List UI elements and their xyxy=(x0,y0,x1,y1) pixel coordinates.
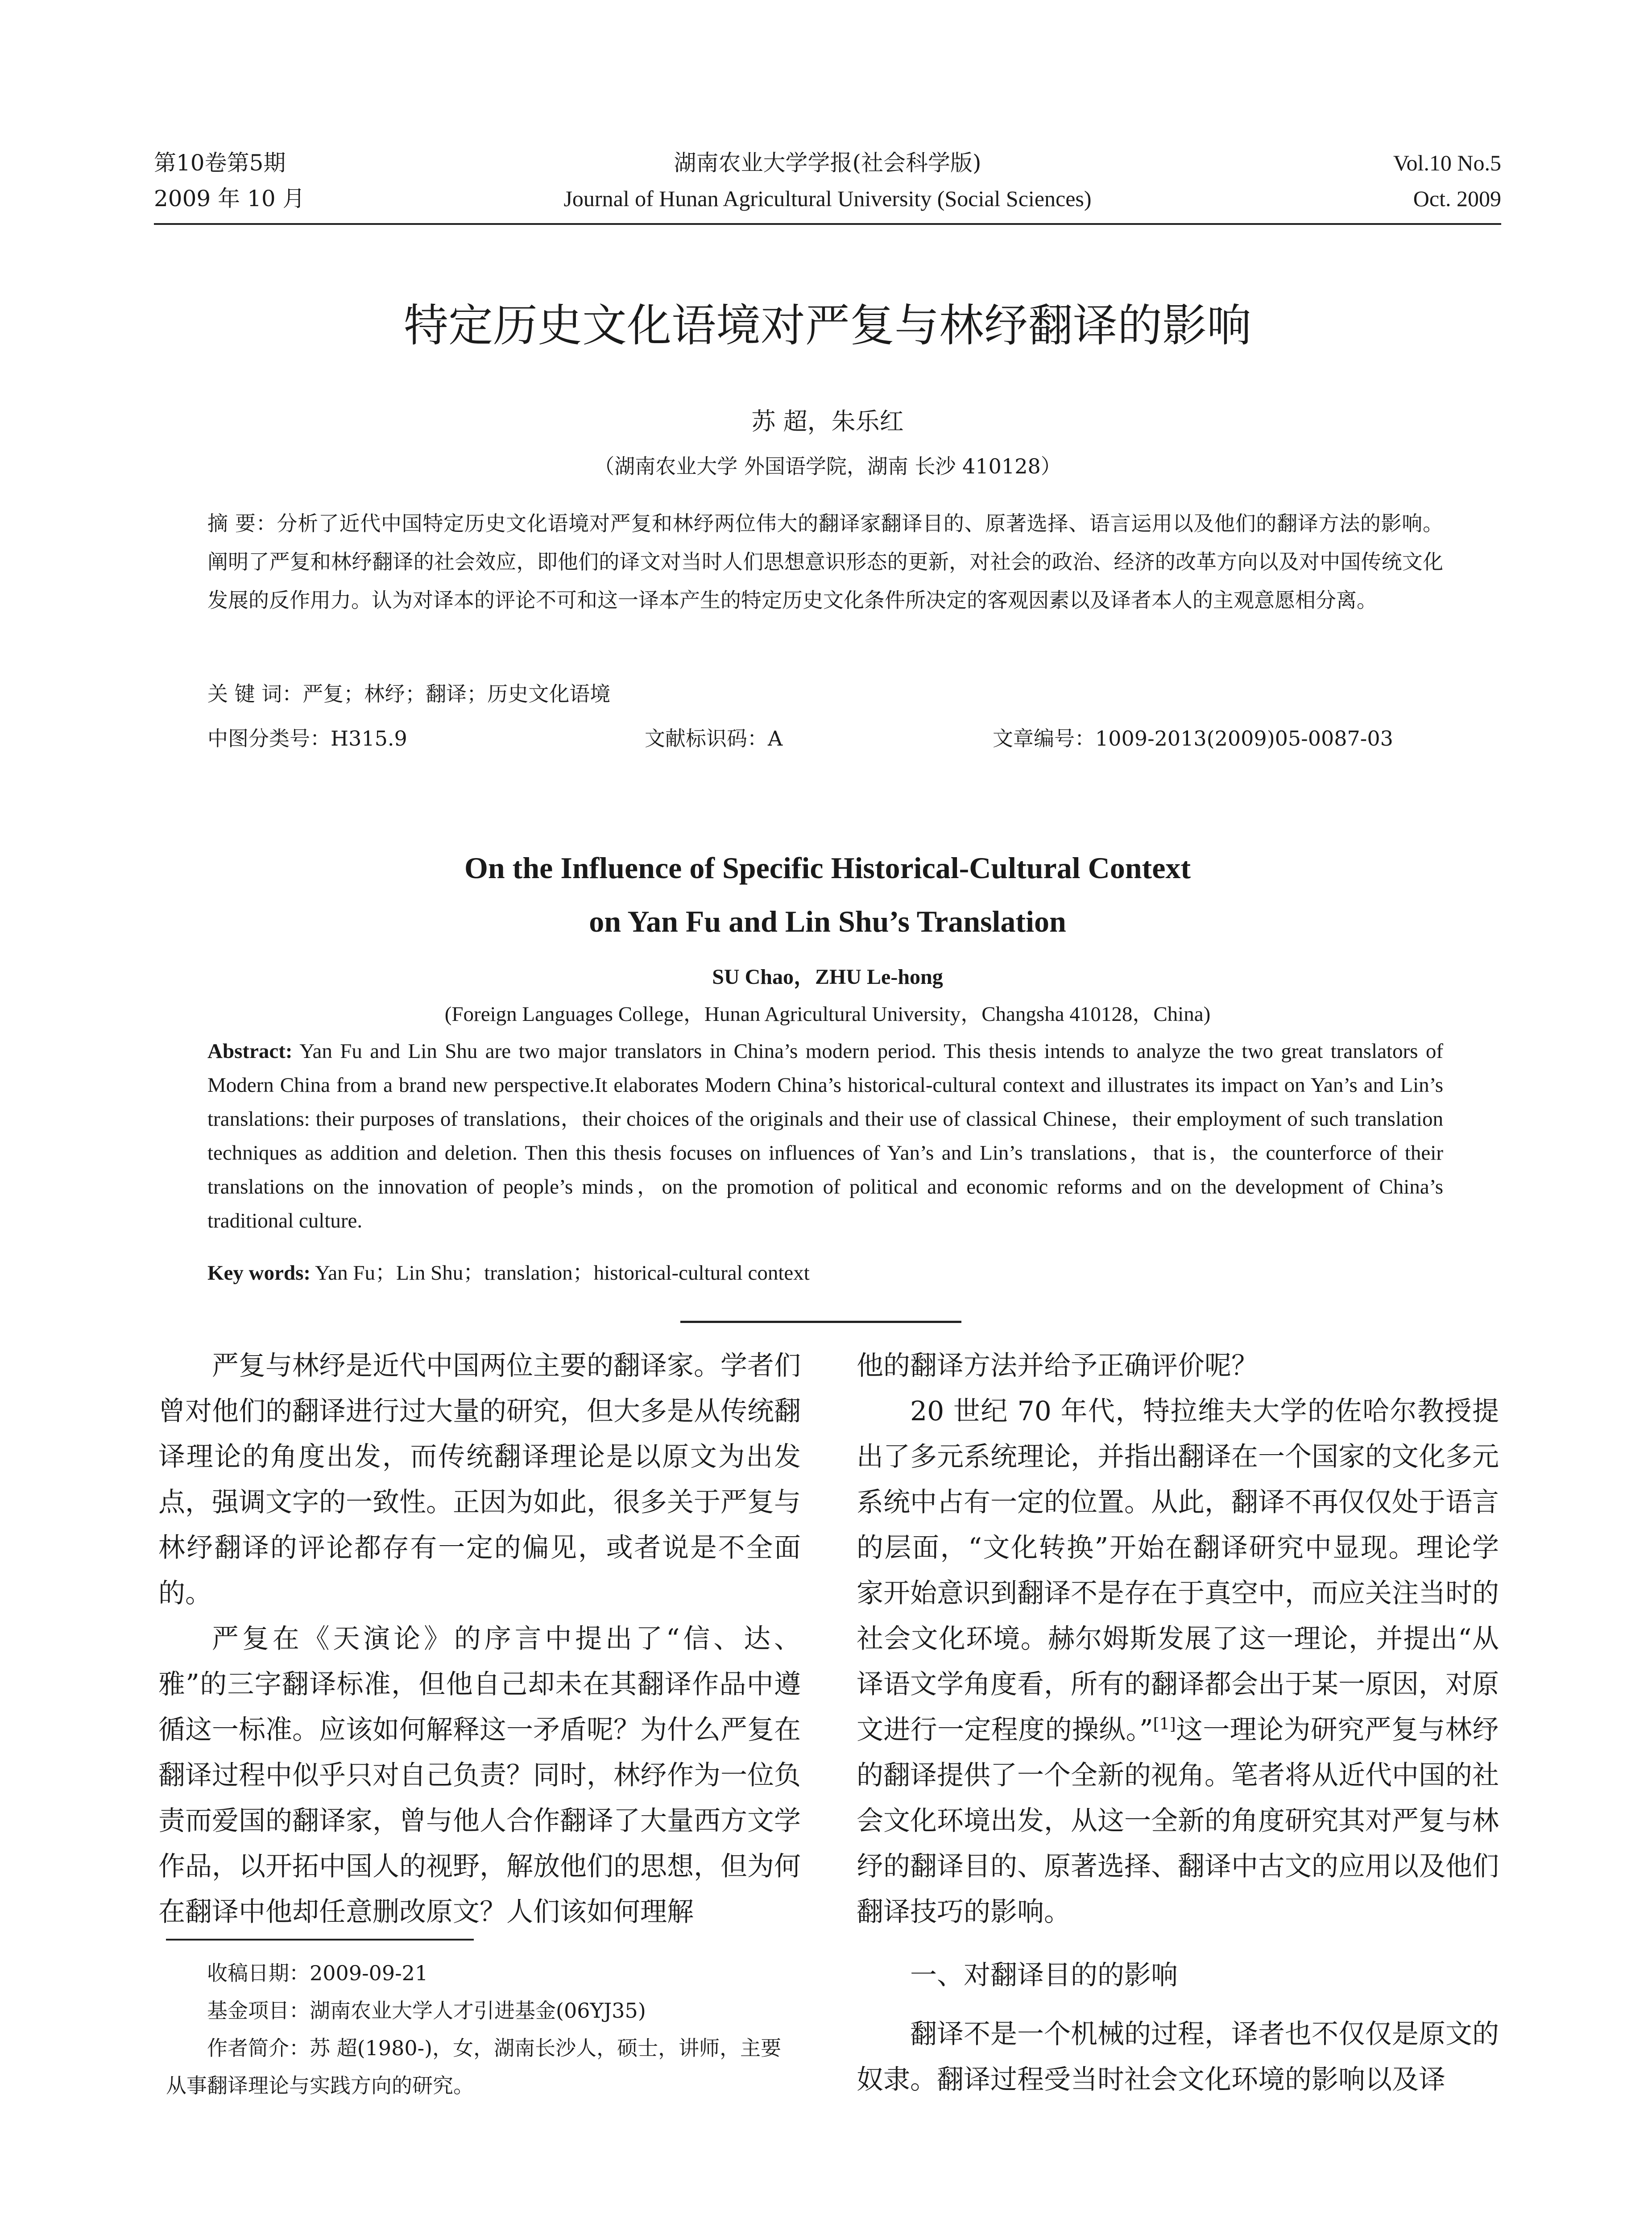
authors-zh: 苏 超，朱乐红 xyxy=(751,407,904,435)
body-column-right xyxy=(857,1343,1499,2102)
header-rule xyxy=(154,223,1501,225)
section-separator xyxy=(680,1321,961,1323)
article-number: 文章编号：1009-2013(2009)05-0087-03 xyxy=(993,726,1393,751)
body-paragraph: 他的翻译方法并给予正确评价呢？ xyxy=(857,1350,1258,1381)
header-date-en: Oct. 2009 xyxy=(1413,186,1501,211)
abstract-zh-text: 分析了近代中国特定历史文化语境对严复和林纾两位伟大的翻译家翻译目的、原著选择、语言运用以及他们的翻译方法的影响。阐明了严复和林纾翻译的社会效应，即他们的译文对当时人们思想意识形态的更新，对社会的政治、经济的改革方向以及对中国传统文化发展的反作用力。认为对译本的评论不可和这一译本产生的特定历史文化条件所决定的客观因素以及译者本人的主观意愿相分离。 xyxy=(207,511,1444,612)
header-volume-zh: 第10卷第5期 xyxy=(154,150,286,176)
header-journal-en: Journal of Hunan Agricultural University (Social Sciences) xyxy=(563,186,1092,211)
keywords-zh-label: 关 键 词： xyxy=(207,682,303,706)
clc-number: 中图分类号：H315.9 xyxy=(207,726,407,751)
section-heading: 一、对翻译目的的影响 xyxy=(910,1960,1178,1991)
body-paragraph: 翻译不是一个机械的过程，译者也不仅仅是原文的奴隶。翻译过程受当时社会文化环境的影响以及译 xyxy=(857,2019,1499,2095)
footnote-received: 收稿日期：2009-09-21 xyxy=(207,1961,428,1985)
body-paragraph xyxy=(857,1389,1499,1935)
footnote-fund: 基金项目：湖南农业大学人才引进基金(06YJ35) xyxy=(207,1999,646,2023)
body-text: 这一理论为研究严复与林纾的翻译提供了一个全新的视角。笔者将从近代中国的社会文化环境出发，从这一全新的角度研究其对严复与林纾的翻译目的、原著选择、翻译中古文的应用以及他们翻译技巧的影响。 xyxy=(857,1714,1499,1928)
footnote xyxy=(166,1954,795,2104)
document-code: 文献标识码：A xyxy=(645,726,783,751)
title-zh: 特定历史文化语境对严复与林纾翻译的影响 xyxy=(404,299,1251,352)
citation-ref[interactable]: [1] xyxy=(1153,1715,1176,1733)
affiliation-zh: （湖南农业大学 外国语学院，湖南 长沙 410128） xyxy=(594,454,1061,478)
affiliation-en: (Foreign Languages College，Hunan Agricultural University，Changsha 410128，China) xyxy=(444,1003,1211,1026)
body-paragraph: 严复与林纾是近代中国两位主要的翻译家。学者们曾对他们的翻译进行过大量的研究，但大多是从传统翻译理论的角度出发，而传统翻译理论是以原文为出发点，强调文字的一致性。正因为如此，很多关于严复与林纾翻译的评论都存有一定的偏见，或者说是不全面的。 xyxy=(158,1350,801,1609)
footnote-author-bio: 作者简介：苏 超(1980-)，女，湖南长沙人，硕士，讲师，主要从事翻译理论与实践方向的研究。 xyxy=(166,2036,782,2098)
body-text: 20 世纪 70 年代，特拉维夫大学的佐哈尔教授提出了多元系统理论，并指出翻译在一个国家的文化多元系统中占有一定的位置。从此，翻译不再仅仅处于语言的层面，“文化转换”开始在翻译研究中显现。理论学家开始意识到翻译不是存在于真空中，而应关注当时的社会文化环境。赫尔姆斯发展了这一理论，并提出“从译语文学角度看，所有的翻译都会出于某一原因，对原文进行一定程度的操纵。” xyxy=(857,1396,1499,1746)
abstract-en-label: Abstract: xyxy=(207,1040,293,1063)
body-column-left xyxy=(158,1343,801,1935)
keywords-zh-text: 严复；林纾；翻译；历史文化语境 xyxy=(302,682,611,706)
header-date-zh: 2009 年 10 月 xyxy=(154,186,305,211)
keywords-en-label: Key words: xyxy=(207,1261,311,1285)
authors-en: SU Chao，ZHU Le-hong xyxy=(712,965,943,989)
keywords-zh xyxy=(207,676,1443,712)
abstract-en-text: Yan Fu and Lin Shu are two major translators in China’s modern period. This thesis intends to analyze the two great translators of Modern China from a brand new perspective.It elaborates Modern China’s historical-cultural context and illustrates its impact on Yan’s and Lin’s translations: their purposes of translations，their choices of the originals and their use of classical Chinese，their employment of such translation techniques as addition and deletion. Then this thesis focuses on influences of Yan’s and Lin’s translations，that is，the counterforce of their translations on the innovation of people’s minds，on the promotion of political and economic reforms and on the development of China’s traditional culture. xyxy=(207,1040,1443,1232)
keywords-en xyxy=(207,1256,1443,1290)
body-paragraph: 严复在《天演论》的序言中提出了“信、达、雅”的三字翻译标准，但他自己却未在其翻译作品中遵循这一标准。应该如何解释这一矛盾呢？为什么严复在翻译过程中似乎只对自己负责？同时，林纾作为一位负责而爱国的翻译家，曾与他人合作翻译了大量西方文学作品，以开拓中国人的视野，解放他们的思想，但为何在翻译中他却任意删改原文？人们该如何理解 xyxy=(158,1623,801,1928)
header-volume-en: Vol.10 No.5 xyxy=(1393,150,1501,175)
keywords-en-text: Yan Fu；Lin Shu；translation；historical-cultural context xyxy=(311,1261,810,1285)
abstract-en xyxy=(207,1034,1443,1238)
abstract-zh-label: 摘 要： xyxy=(207,511,277,535)
header-journal-zh: 湖南农业大学学报(社会科学版) xyxy=(674,150,981,176)
footnote-rule xyxy=(166,1939,474,1941)
title-en-line2: on Yan Fu and Lin Shu’s Translation xyxy=(589,904,1066,938)
title-en xyxy=(154,841,1501,948)
abstract-zh xyxy=(207,504,1443,619)
title-en-line1: On the Influence of Specific Historical-Cultural Context xyxy=(464,851,1191,885)
